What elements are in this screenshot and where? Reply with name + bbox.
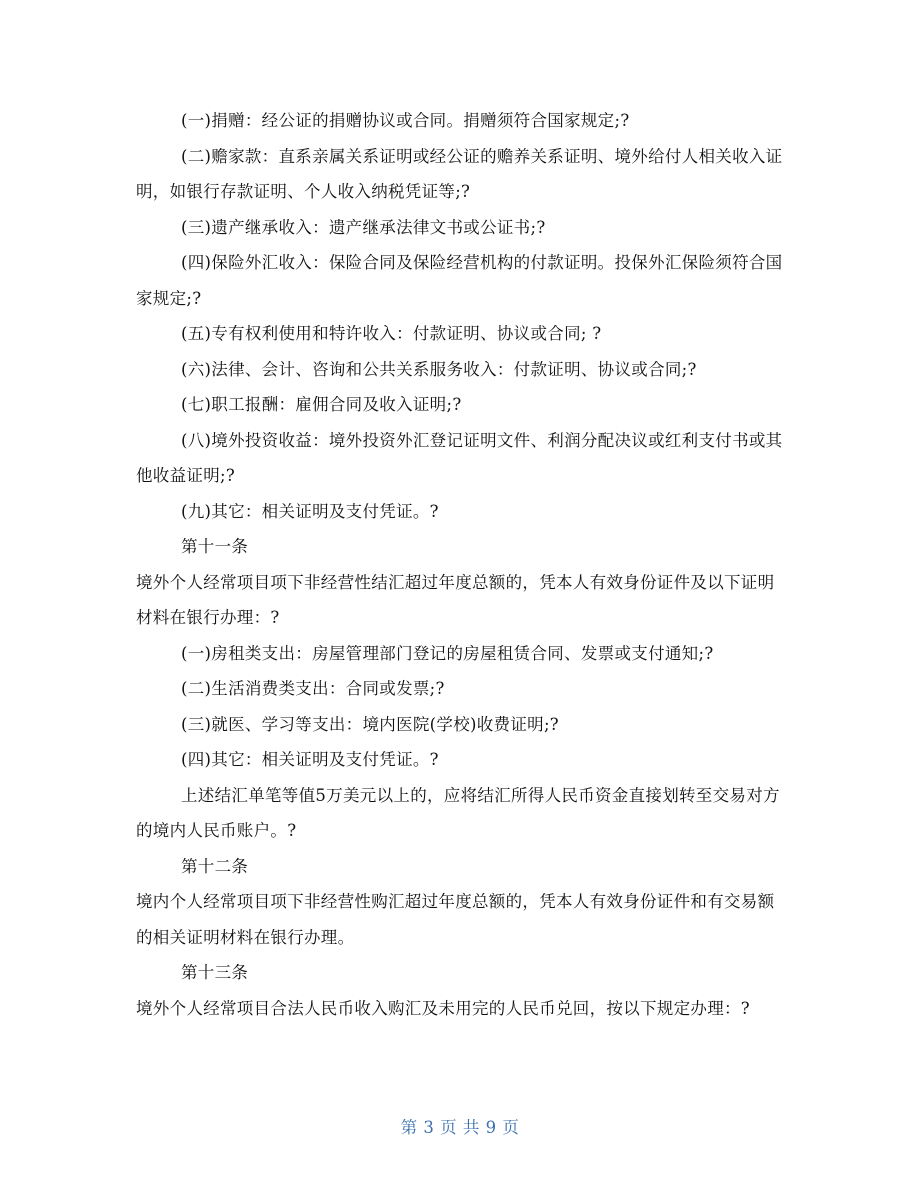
article-heading-11: 第十一条: [181, 537, 249, 556]
paragraph-rent: (一)房租类支出：房屋管理部门登记的房屋租赁合同、发票或支付通知;?: [181, 643, 714, 663]
paragraph-settlement-note: 上述结汇单笔等值5万美元以上的，应将结汇所得人民币资金直接划转至交易对方的境内人民币账户。?: [136, 785, 780, 840]
paragraph-services: (六)法律、会计、咨询和公共关系服务收入：付款证明、协议或合同;?: [181, 359, 697, 379]
paragraph-other: (九)其它：相关证明及支付凭证。?: [181, 501, 439, 521]
page-number: 第 3 页 共 9 页: [400, 1118, 520, 1137]
paragraph-investment: (八)境外投资收益：境外投资外汇登记证明文件、利润分配决议或红利支付书或其他收益证明;?: [136, 430, 783, 485]
article-13-body: 境外个人经常项目合法人民币收入购汇及未用完的人民币兑回，按以下规定办理：?: [136, 998, 750, 1018]
paragraph-donation: (一)捐赠：经公证的捐赠协议或合同。捐赠须符合国家规定;?: [181, 111, 630, 130]
article-11-body: 境外个人经常项目项下非经营性结汇超过年度总额的，凭本人有效身份证件及以下证明材料在银行办理：?: [136, 572, 775, 627]
article-heading-12: 第十二条: [181, 856, 249, 876]
paragraph-living-expenses: (二)生活消费类支出：合同或发票;?: [181, 679, 445, 698]
article-heading-13: 第十三条: [181, 963, 249, 982]
paragraph-insurance: (四)保险外汇收入：保险合同及保险经营机构的付款证明。投保外汇保险须符合国家规定;?: [136, 253, 783, 308]
paragraph-other-expenses: (四)其它：相关证明及支付凭证。?: [181, 750, 439, 769]
paragraph-medical-education: (三)就医、学习等支出：境内医院(学校)收费证明;?: [181, 714, 559, 734]
paragraph-salary: (七)职工报酬：雇佣合同及收入证明;?: [181, 395, 462, 414]
article-12-body: 境内个人经常项目项下非经营性购汇超过年度总额的，凭本人有效身份证件和有交易额的相关证明材料在银行办理。: [136, 892, 775, 947]
paragraph-inheritance: (三)遗产继承收入：遗产继承法律文书或公证书;?: [181, 217, 546, 237]
paragraph-family-support: (二)赡家款：直系亲属关系证明或经公证的赡养关系证明、境外给付人相关收入证明，如银行存款证明、个人收入纳税凭证等;?: [136, 146, 783, 201]
paragraph-royalties: (五)专有权利使用和特许收入：付款证明、协议或合同; ?: [181, 324, 602, 343]
document-body: [136, 103, 786, 1026]
